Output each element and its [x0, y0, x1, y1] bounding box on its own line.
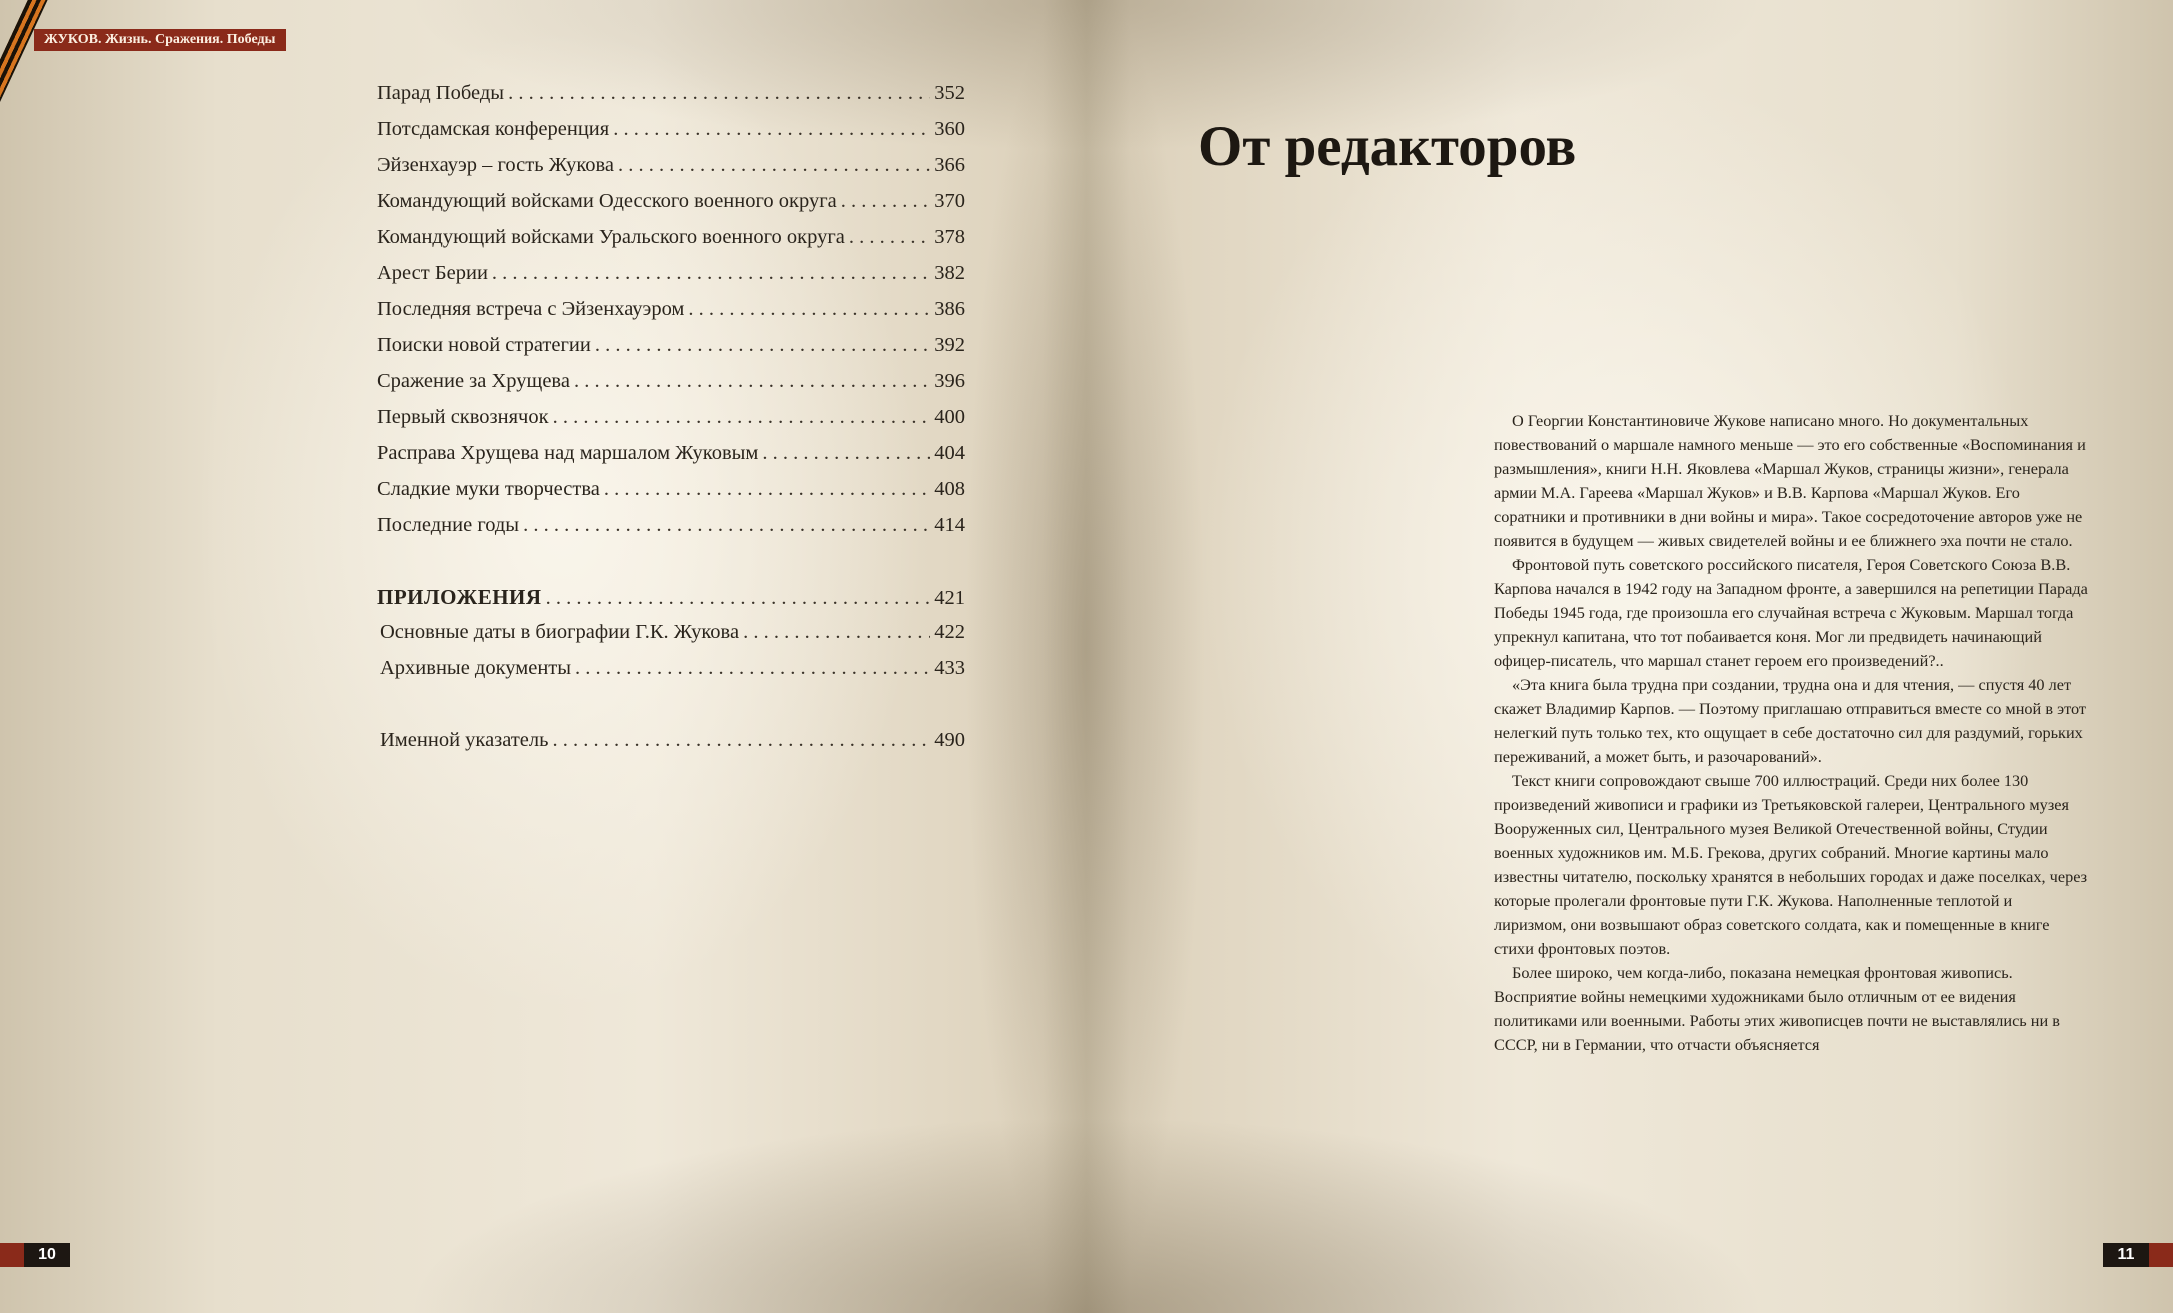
table-of-contents — [377, 82, 965, 765]
toc-leader-dots — [508, 82, 930, 105]
toc-entry-page: 421 — [934, 587, 965, 609]
toc-leader-dots — [841, 190, 931, 213]
toc-entry-page: 370 — [934, 190, 965, 212]
toc-entry-page: 392 — [934, 334, 965, 356]
editors-text — [1494, 409, 2088, 1057]
toc-leader-dots — [552, 729, 930, 752]
running-head: ЖУКОВ. Жизнь. Сражения. Победы — [34, 29, 286, 51]
toc-entry-page: 386 — [934, 298, 965, 320]
toc-entry-title: Архивные документы — [380, 657, 572, 679]
toc-entry[interactable] — [377, 514, 965, 550]
toc-entry[interactable] — [377, 154, 965, 190]
toc-entry-title: Основные даты в биографии Г.К. Жукова — [380, 621, 740, 643]
toc-entry[interactable] — [377, 262, 965, 298]
toc-entry-title: Именной указатель — [380, 729, 549, 751]
toc-leader-dots — [613, 118, 930, 141]
toc-entry[interactable] — [377, 82, 965, 118]
toc-entry-page: 396 — [934, 370, 965, 392]
toc-leader-dots — [553, 406, 931, 429]
paragraph: «Эта книга была трудна при создании, трудна она и для чтения, — спустя 40 лет скажет Владимир Карпов. — Поэтому приглашаю отправиться вместе со мной в этот нелегкий путь только тех, кто ощущает в себе достаточно сил для раздумий, горьких переживаний, а может быть, и разочарований». — [1494, 675, 2087, 766]
toc-entry[interactable] — [377, 406, 965, 442]
toc-entry[interactable] — [377, 478, 965, 514]
page-number-right: 11 — [2103, 1243, 2149, 1267]
toc-entry[interactable] — [377, 442, 965, 478]
paragraph: Более широко, чем когда-либо, показана немецкая фронтовая живопись. Восприятие войны немецкими художниками было отличным от ее видения политиками или военными. Работы этих живописцев почти не выставлялись ни в СССР, ни в Германии, что отчасти объясняется — [1494, 963, 2060, 1054]
page-edge-marker — [2149, 1243, 2173, 1267]
toc-entry-page: 382 — [934, 262, 965, 284]
st-george-ribbon — [0, 0, 61, 110]
toc-entry-page: 422 — [934, 621, 965, 643]
toc-entry-title: Парад Победы — [377, 82, 505, 104]
toc-entry-page: 408 — [934, 478, 965, 500]
toc-entry[interactable] — [377, 657, 965, 693]
toc-entry[interactable] — [377, 190, 965, 226]
toc-section-title: ПРИЛОЖЕНИЯ — [377, 585, 542, 609]
toc-entry-title: Поиски новой стратегии — [377, 334, 591, 356]
page-edge-marker — [0, 1243, 24, 1267]
toc-entry-title: Последняя встреча с Эйзенхауэром — [377, 298, 685, 320]
toc-entry-page: 404 — [934, 442, 965, 464]
toc-leader-dots — [604, 478, 930, 501]
toc-leader-dots — [743, 621, 930, 644]
toc-entry-page: 490 — [934, 729, 965, 751]
toc-spacer — [377, 550, 965, 585]
toc-entry[interactable] — [377, 334, 965, 370]
ribbon-decoration — [0, 0, 70, 110]
toc-entry-page: 400 — [934, 406, 965, 428]
toc-entry-title: Арест Берии — [377, 262, 488, 284]
toc-entry-title: Сражение за Хрущева — [377, 370, 570, 392]
toc-spacer — [377, 693, 965, 729]
toc-entry[interactable] — [377, 226, 965, 262]
toc-entry-title: Расправа Хрущева над маршалом Жуковым — [377, 442, 759, 464]
toc-entry-page: 360 — [934, 118, 965, 140]
toc-entry-page: 433 — [934, 657, 965, 679]
toc-leader-dots — [595, 334, 930, 357]
toc-entry[interactable] — [377, 621, 965, 657]
toc-leader-dots — [574, 370, 930, 393]
paragraph: Текст книги сопровождают свыше 700 иллюстраций. Среди них более 130 произведений живописи и графики из Третьяковской галереи, Центрального музея Вооруженных сил, Центрального музея Великой Отечественной войны, Студии военных художников им. М.Б. Грекова, других собраний. Многие картины мало известны читателю, поскольку хранятся в небольших городах и даже поселках, через которые пролегали фронтовые пути Г.К. Жукова. Наполненные теплотой и лиризмом, они возвышают образ советского солдата, как и помещенные в книге стихи фронтовых поэтов. — [1494, 771, 2088, 958]
toc-entry-page: 414 — [934, 514, 965, 536]
paragraph: Фронтовой путь советского российского писателя, Героя Советского Союза В.В. Карпова начался в 1942 году на Западном фронте, а завершился на репетиции Парада Победы 1945 года, где произошла его случайная встреча с Жуковым. Маршал тогда упрекнул капитана, что тот побаивается коня. Мог ли предвидеть начинающий офицер-писатель, что маршал станет героем его произведений?.. — [1494, 555, 2088, 670]
paragraph: О Георгии Константиновиче Жукове написано много. Но документальных повествований о маршале намного меньше — это его собственные «Воспоминания и размышления», книги Н.Н. Яковлева «Маршал Жуков, страницы жизни», генерала армии М.А. Гареева «Маршал Жуков» и В.В. Карпова «Маршал Жуков. Его соратники и противники в дни войны и мира». Такое сосредоточение авторов уже не появится в будущем — живых свидетелей войны и ее ближнего эха почти не стало. — [1494, 411, 2086, 550]
toc-entry-page: 366 — [934, 154, 965, 176]
toc-leader-dots — [849, 226, 930, 249]
section-heading: От редакторов — [1198, 115, 1577, 179]
toc-entry[interactable] — [377, 298, 965, 334]
toc-leader-dots — [762, 442, 930, 465]
toc-leader-dots — [688, 298, 930, 321]
toc-entry-page: 378 — [934, 226, 965, 248]
page-number-left: 10 — [24, 1243, 70, 1267]
toc-entry-page: 352 — [934, 82, 965, 104]
toc-entry[interactable] — [377, 370, 965, 406]
toc-entry-title: Последние годы — [377, 514, 520, 536]
toc-leader-dots — [523, 514, 930, 537]
toc-entry-title: Сладкие муки творчества — [377, 478, 600, 500]
toc-entry-title: Первый сквознячок — [377, 406, 549, 428]
toc-section-appendix[interactable] — [377, 585, 965, 621]
toc-leader-dots — [492, 262, 930, 285]
toc-entry[interactable] — [377, 118, 965, 154]
toc-entry-title: Потсдамская конференция — [377, 118, 610, 140]
toc-leader-dots — [575, 657, 930, 680]
toc-leader-dots — [618, 154, 930, 177]
toc-entry-title: Командующий войсками Уральского военного округа — [377, 226, 845, 248]
toc-entry-title: Командующий войсками Одесского военного округа — [377, 190, 837, 212]
toc-entry-index[interactable] — [377, 729, 965, 765]
toc-entry-title: Эйзенхауэр – гость Жукова — [377, 154, 614, 176]
toc-leader-dots — [546, 587, 931, 610]
